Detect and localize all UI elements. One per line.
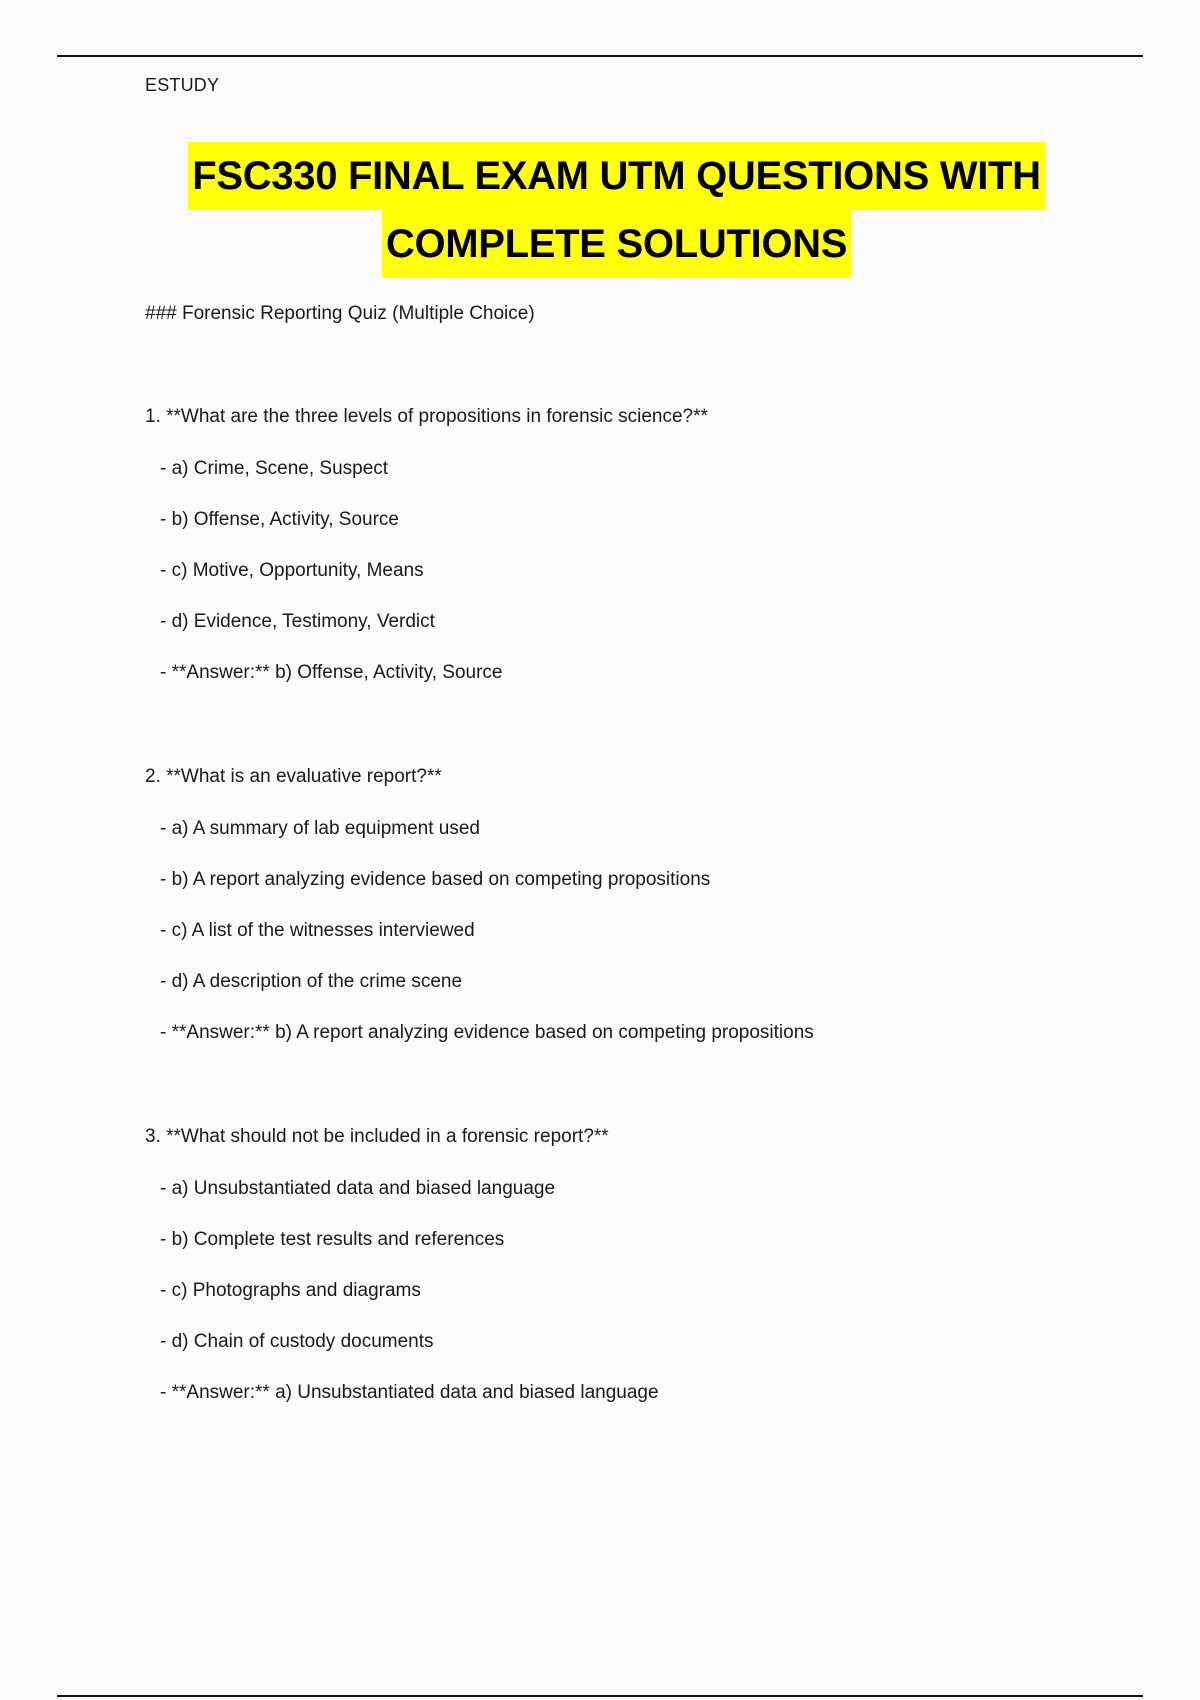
question-block <box>145 1122 1145 1408</box>
question-text: 1. **What are the three levels of propositions in forensic science?** <box>145 406 708 427</box>
question-text: 3. **What should not be included in a forensic report?** <box>145 1126 609 1147</box>
option-c: - c) Photographs and diagrams <box>160 1280 421 1301</box>
question-text: 2. **What is an evaluative report?** <box>145 766 442 787</box>
option-d: - d) A description of the crime scene <box>160 971 463 992</box>
header-label: ESTUDY <box>145 75 220 95</box>
option-a: - a) A summary of lab equipment used <box>160 818 480 839</box>
question-block <box>145 402 1145 688</box>
answer-line: - **Answer:** b) A report analyzing evidence based on competing propositions <box>160 1022 814 1043</box>
option-d: - d) Chain of custody documents <box>160 1331 434 1352</box>
option-a: - a) Crime, Scene, Suspect <box>160 458 389 479</box>
title-line-1: FSC330 FINAL EXAM UTM QUESTIONS WITH <box>188 142 1045 210</box>
quiz-subtitle: ### Forensic Reporting Quiz (Multiple Choice) <box>145 303 535 324</box>
option-d: - d) Evidence, Testimony, Verdict <box>160 611 435 632</box>
option-a: - a) Unsubstantiated data and biased language <box>160 1178 556 1199</box>
option-b: - b) Offense, Activity, Source <box>160 509 400 530</box>
bottom-rule <box>57 1695 1143 1697</box>
answer-line: - **Answer:** b) Offense, Activity, Source <box>160 662 503 683</box>
option-b: - b) A report analyzing evidence based on competing propositions <box>160 869 711 890</box>
document-title <box>60 142 1173 278</box>
top-rule <box>57 55 1143 57</box>
question-block <box>145 762 1145 1048</box>
title-line-2: COMPLETE SOLUTIONS <box>382 210 851 278</box>
answer-line: - **Answer:** a) Unsubstantiated data and biased language <box>160 1382 659 1403</box>
option-b: - b) Complete test results and references <box>160 1229 505 1250</box>
option-c: - c) A list of the witnesses interviewed <box>160 920 475 941</box>
option-c: - c) Motive, Opportunity, Means <box>160 560 424 581</box>
